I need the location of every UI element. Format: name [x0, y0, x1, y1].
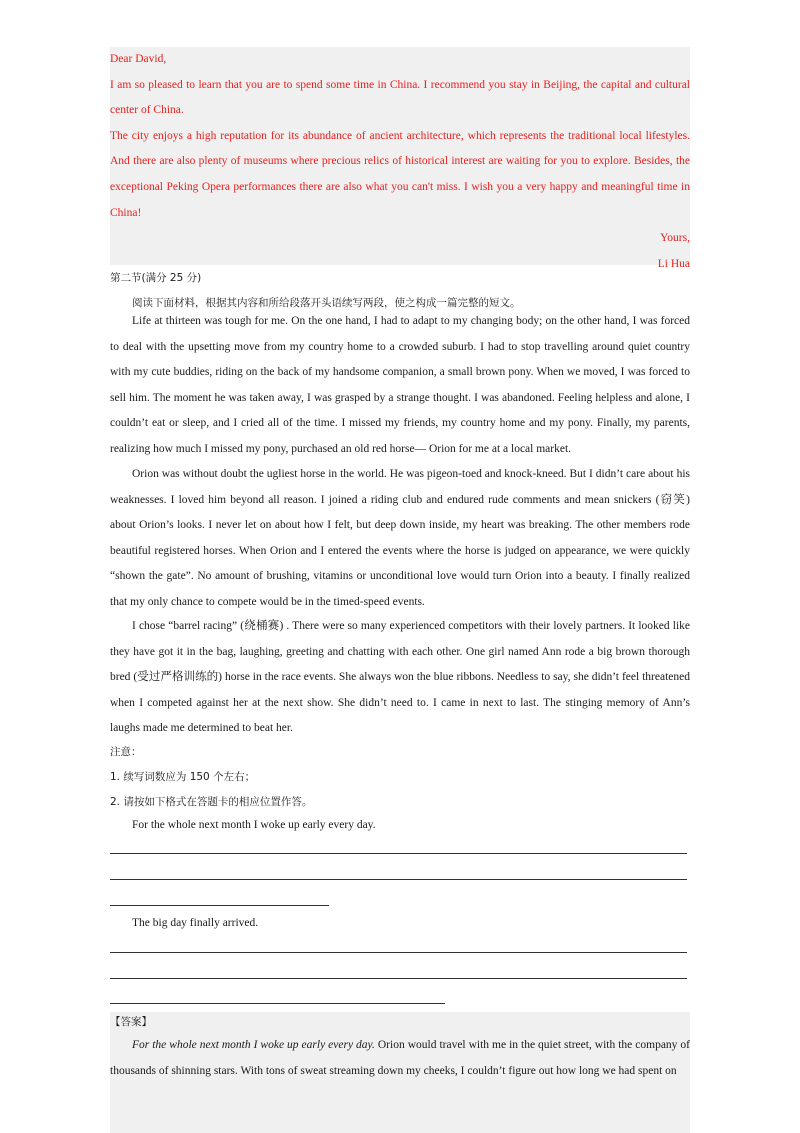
story-paragraph: Orion was without doubt the ugliest horse in the world. He was pigeon-toed and knock-kneed. But I didn’t care about his weaknesses. I loved him beyond all reason. I joined a riding club and endured rude comments and mean snickers (窃笑) about Orion’s looks. I never let on about how I felt, but deep down inside, my heart was breaking. The other members rode beautiful registered horses. When Orion and I entered the events where the horse is judged on appearance, we were quickly “shown the gate”. No amount of brushing, vitamins or unconditional love would turn Orion into a beauty. I finally realized that my only chance to compete would be in the timed-speed events.	[110, 468, 690, 608]
section-title: 第二节(满分 25 分)	[110, 272, 202, 284]
prompt-second: The big day finally arrived.	[132, 917, 259, 929]
answer-label: 【答案】	[110, 1016, 152, 1028]
story-paragraph: Life at thirteen was tough for me. On the one hand, I had to adapt to my changing body; on the other hand, I was forced to deal with the upsetting move from my country home to a crowded suburb. I had to stop travelling around quiet country with my cute buddies, riding on the back of my handsome companion, a small brown pony. When we moved, I was forced to sell him. The moment he was taken away, I was grasped by a strange thought. I was abandoned. Feeling helpless and alone, I couldn’t eat or sleep, and I cried all of the time. I missed my friends, my country home and my pony. Finally, my parents, realizing how much I missed my pony, purchased an old red horse— Orion for me at a local market.	[110, 315, 690, 455]
letter-paragraph: The city enjoys a high reputation for its abundance of ancient architecture, which represents the traditional local lifestyles. And there are also plenty of museums where precious relics of historical interest are waiting for you to explore. Besides, the exceptional Peking Opera performances there are also what you can't miss. I wish you a very happy and meaningful time in China!	[110, 129, 690, 219]
answer-lead: For the whole next month I woke up early every day.	[132, 1039, 375, 1051]
writing-line	[110, 905, 329, 906]
notes-item: 1. 续写词数应为 150 个左右；	[110, 771, 256, 783]
answer-body: Orion would travel with me in the quiet street, with the company of thousands of shinning stars. With tons of sweat streaming down my cheeks, I couldn’t figure out how long we had spent on	[110, 1039, 690, 1077]
letter-paragraph: I am so pleased to learn that you are to spend some time in China. I recommend you stay in Beijing, the capital and cultural center of China.	[110, 78, 690, 117]
letter-signature: Li Hua	[657, 257, 690, 270]
writing-line	[110, 1003, 445, 1004]
writing-line	[110, 853, 687, 854]
notes-title: 注意：	[110, 746, 142, 758]
letter-greeting: Dear David,	[110, 53, 167, 65]
writing-line	[110, 952, 687, 953]
story-paragraph: I chose “barrel racing” (绕桶赛) . There were so many experienced competitors with their lovely partners. It looked like they have got it in the bag, laughing, greeting and chatting with each other. One girl named Ann rode a big brown thorough bred (受过严格训练的) horse in the race events. She always won the blue ribbons. Needless to say, she didn’t feel threatened when I competed against her at the next show. She didn’t need to. I came in next to last. The stinging memory of Ann’s laughs made me determined to beat her.	[110, 620, 690, 735]
notes-item: 2. 请按如下格式在答题卡的相应位置作答。	[110, 796, 313, 808]
section-instruction: 阅读下面材料，根据其内容和所给段落开头语续写两段，使之构成一篇完整的短文。	[132, 297, 521, 309]
writing-line	[110, 978, 687, 979]
sample-letter	[110, 47, 690, 270]
answer-text	[110, 1033, 690, 1084]
letter-closing: Yours,	[660, 232, 690, 245]
writing-line	[110, 879, 687, 880]
prompt-first: For the whole next month I woke up early every day.	[132, 819, 376, 831]
